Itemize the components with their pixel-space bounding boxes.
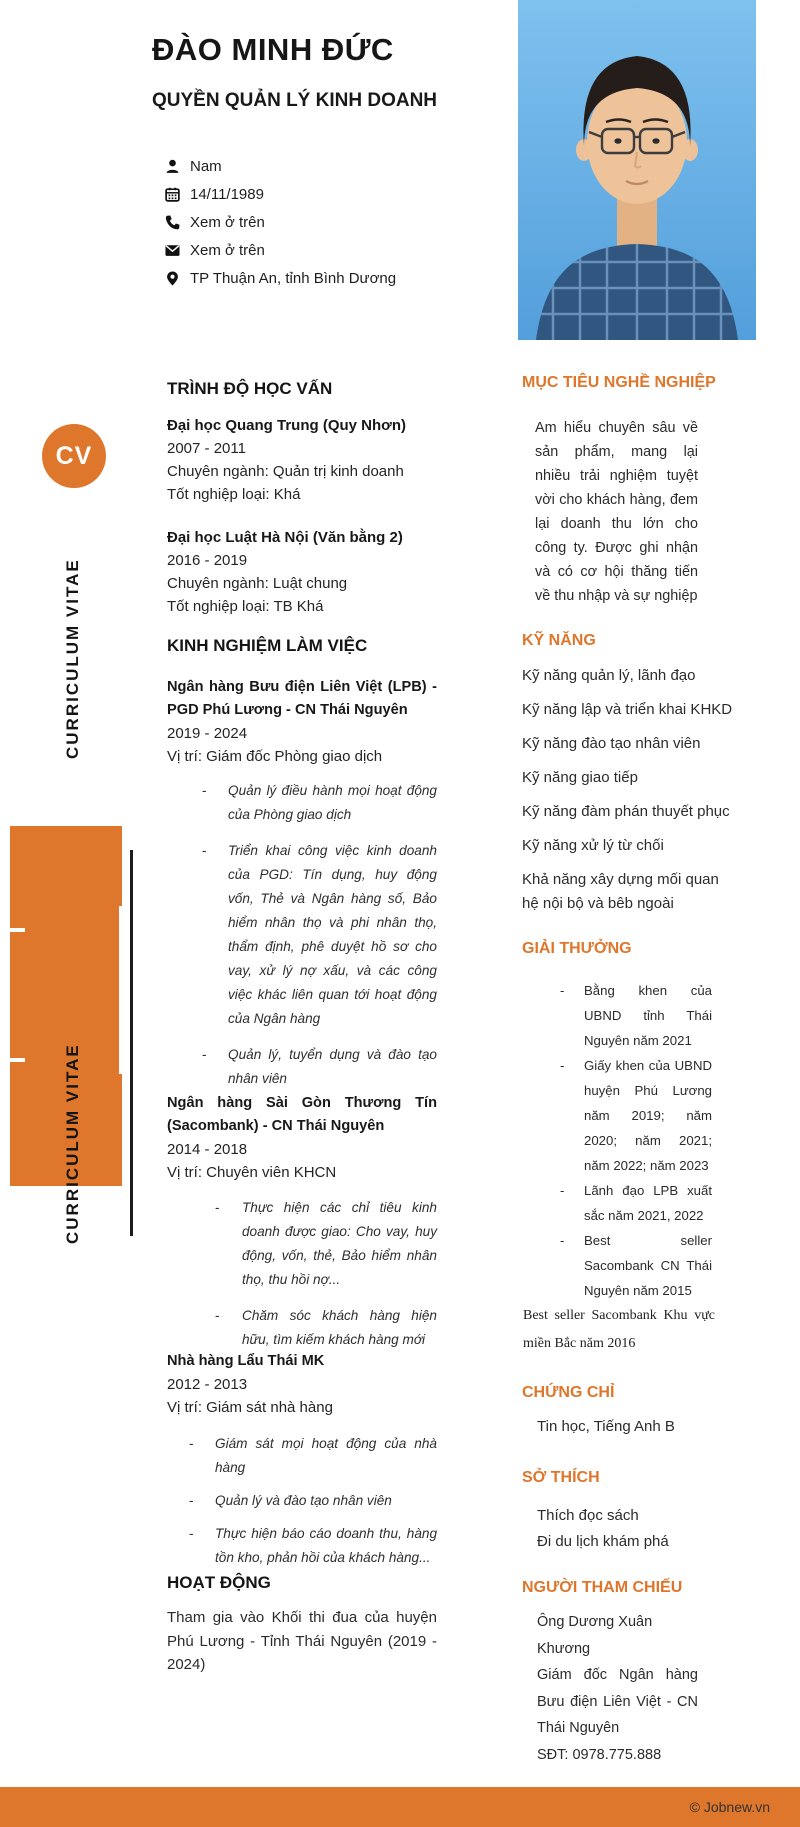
hobby-item: Đi du lịch khám phá xyxy=(537,1532,669,1550)
duty-item: - Quản lý và đào tạo nhân viên xyxy=(167,1489,437,1513)
vertical-curriculum-vitae-top: CURRICULUM VITAE xyxy=(63,558,82,760)
info-birthdate-value: 14/11/1989 xyxy=(190,185,264,203)
person-icon xyxy=(164,158,181,175)
job-entry xyxy=(167,1092,437,1184)
skill-item: Kỹ năng quản lý, lãnh đạo xyxy=(522,667,696,684)
job-duties xyxy=(167,1196,437,1364)
skill-item: Kỹ năng lập và triển khai KHKD xyxy=(522,701,733,718)
school-major: Chuyên ngành: Luật chung xyxy=(167,575,348,592)
school-major: Chuyên ngành: Quản trị kinh doanh xyxy=(167,463,404,480)
duty-item: - Triển khai công việc kinh doanh của PGD: Tín dụng, huy động vốn, Thẻ và Ngân hàng số, Bảo hiểm nhân thọ và phi nhân thọ, thẩm định, phê duyệt hồ sơ cho vay, xử lý nợ xấu, và các công việc khác liên quan tới hoạt động của Ngân hàng xyxy=(167,839,437,1031)
duty-item: - Thực hiện các chỉ tiêu kinh doanh được giao: Cho vay, huy động, vốn, thẻ, Bảo hiểm nhân thọ, thu hồi nợ... xyxy=(167,1196,437,1292)
reference-phone: SĐT: 0978.775.888 xyxy=(537,1746,662,1763)
hobby-item: Thích đọc sách xyxy=(537,1507,639,1524)
info-address-value: TP Thuận An, tỉnh Bình Dương xyxy=(190,269,397,287)
personal-info-list xyxy=(164,152,396,292)
objective-heading: MỤC TIÊU NGHỀ NGHIỆP xyxy=(522,374,716,391)
education-entry xyxy=(167,526,437,618)
award-item: - Bằng khen của UBND tỉnh Thái Nguyên năm 2021 xyxy=(522,978,712,1053)
hobbies-heading: SỞ THÍCH xyxy=(522,1469,600,1486)
award-item: - Best seller Sacombank CN Thái Nguyên năm 2015 xyxy=(522,1228,712,1303)
job-position: Vị trí: Giám sát nhà hàng xyxy=(167,1399,333,1416)
calendar-icon xyxy=(164,186,181,203)
info-gender xyxy=(164,152,396,180)
job-years: 2019 - 2024 xyxy=(167,725,248,742)
school-name: Đại học Luật Hà Nội (Văn bằng 2) xyxy=(167,529,403,546)
candidate-title: QUYỀN QUẢN LÝ KINH DOANH xyxy=(152,90,438,111)
education-heading: TRÌNH ĐỘ HỌC VẤN xyxy=(167,379,333,398)
white-dash-decoration xyxy=(10,928,25,932)
school-grade: Tốt nghiệp loại: Khá xyxy=(167,486,301,503)
duty-item: - Giám sát mọi hoạt động của nhà hàng xyxy=(167,1432,437,1480)
duty-item: - Quản lý điều hành mọi hoạt động của Phòng giao dịch xyxy=(167,779,437,827)
job-duties xyxy=(167,1432,437,1579)
skill-item: Kỹ năng giao tiếp xyxy=(522,769,638,786)
job-duties xyxy=(167,779,437,1103)
hobbies-list xyxy=(537,1503,669,1554)
job-years: 2012 - 2013 xyxy=(167,1376,248,1393)
info-phone xyxy=(164,208,396,236)
skill-item: Kỹ năng đàm phán thuyết phục xyxy=(522,803,730,820)
envelope-icon xyxy=(164,242,181,259)
activities-heading: HOẠT ĐỘNG xyxy=(167,1573,271,1592)
skill-item: Kỹ năng đào tạo nhân viên xyxy=(522,735,701,752)
footer-bar xyxy=(0,1787,800,1827)
skill-item: Khả năng xây dựng mối quan hệ nội bộ và bêb ngoài xyxy=(522,871,719,912)
cv-badge: CV xyxy=(42,424,106,488)
info-gender-value: Nam xyxy=(190,157,222,175)
duty-item: - Thực hiện báo cáo doanh thu, hàng tồn kho, phản hồi của khách hàng... xyxy=(167,1522,437,1570)
experience-heading: KINH NGHIỆM LÀM VIỆC xyxy=(167,636,368,655)
info-email-value: Xem ở trên xyxy=(190,241,265,259)
certificates-text: Tin học, Tiếng Anh B xyxy=(537,1418,675,1435)
job-years: 2014 - 2018 xyxy=(167,1141,248,1158)
location-pin-icon xyxy=(164,270,181,287)
references-heading: NGƯỜI THAM CHIẾU xyxy=(522,1579,683,1596)
award-item: - Lãnh đạo LPB xuất sắc năm 2021, 2022 xyxy=(522,1178,712,1228)
duty-item: - Chăm sóc khách hàng hiện hữu, tìm kiếm khách hàng mới xyxy=(167,1304,437,1352)
skills-list xyxy=(522,664,752,926)
skills-heading: KỸ NĂNG xyxy=(522,632,596,649)
vertical-rule xyxy=(130,850,133,1236)
job-position: Vị trí: Giám đốc Phòng giao dịch xyxy=(167,748,383,765)
info-birthdate xyxy=(164,180,396,208)
info-address xyxy=(164,264,396,292)
phone-icon xyxy=(164,214,181,231)
info-email xyxy=(164,236,396,264)
education-entry xyxy=(167,414,437,506)
job-company: Ngân hàng Bưu điện Liên Việt (LPB) - PGD Phú Lương - CN Thái Nguyên xyxy=(167,679,437,718)
footer-credit: © Jobnew.vn xyxy=(689,1799,770,1815)
vertical-curriculum-vitae-bottom: CURRICULUM VITAE xyxy=(63,1043,82,1244)
reference-block xyxy=(537,1609,698,1768)
award-item: - Giấy khen của UBND huyện Phú Lương năm 2019; năm 2020; năm 2021; năm 2022; năm 2023 xyxy=(522,1053,712,1178)
profile-photo xyxy=(518,0,756,340)
school-years: 2007 - 2011 xyxy=(167,440,246,457)
school-grade: Tốt nghiệp loại: TB Khá xyxy=(167,598,324,615)
white-line-decoration xyxy=(119,906,122,1074)
objective-text: Am hiểu chuyên sâu về sản phẩm, mang lại nhiều trải nghiệm tuyệt vời cho khách hàng, đem lại doanh thu lớn cho công ty. Được ghi nhận và có cơ hội thăng tiến về thu nhập và sự nghiệp xyxy=(535,420,698,604)
job-company: Nhà hàng Lẩu Thái MK xyxy=(167,1353,325,1369)
white-dash-decoration xyxy=(10,1058,25,1062)
school-years: 2016 - 2019 xyxy=(167,552,248,569)
job-company: Ngân hàng Sài Gòn Thương Tín (Sacombank) - CN Thái Nguyên xyxy=(167,1095,437,1134)
job-entry xyxy=(167,676,437,768)
certificates-heading: CHỨNG CHỈ xyxy=(522,1384,615,1401)
awards-list xyxy=(522,978,712,1303)
candidate-name: ĐÀO MINH ĐỨC xyxy=(152,32,394,67)
reference-position: Giám đốc Ngân hàng Bưu điện Liên Việt - CN Thái Nguyên xyxy=(537,1667,698,1736)
job-position: Vị trí: Chuyên viên KHCN xyxy=(167,1164,337,1181)
skill-item: Kỹ năng xử lý từ chối xyxy=(522,837,664,854)
reference-name: Ông Dương Xuân Khương xyxy=(537,1614,653,1657)
activities-text: Tham gia vào Khối thi đua của huyện Phú Lương - Tỉnh Thái Nguyên (2019 - 2024) xyxy=(167,1609,437,1673)
awards-heading: GIẢI THƯỞNG xyxy=(522,940,632,957)
duty-item: - Quản lý, tuyển dụng và đào tạo nhân viên xyxy=(167,1043,437,1091)
info-phone-value: Xem ở trên xyxy=(190,213,265,231)
school-name: Đại học Quang Trung (Quy Nhơn) xyxy=(167,417,406,434)
award-extra-note: Best seller Sacombank Khu vực miền Bắc năm 2016 xyxy=(523,1308,715,1351)
job-entry xyxy=(167,1350,437,1419)
